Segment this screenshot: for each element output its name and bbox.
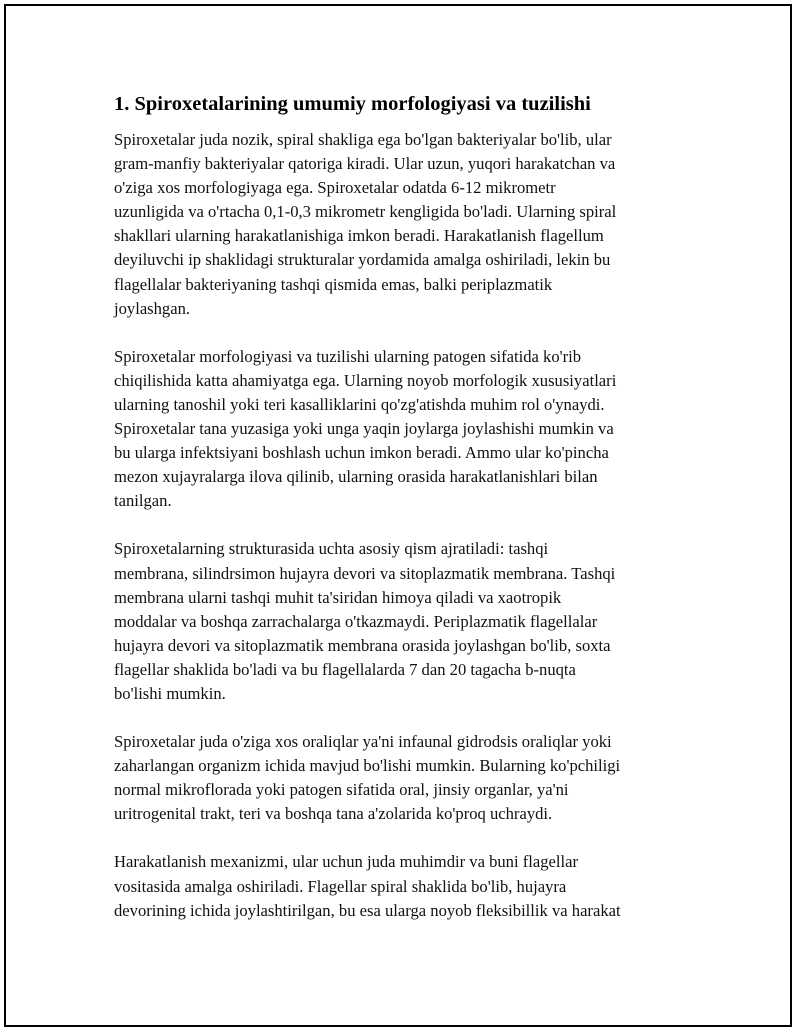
text-line: Spiroxetalar juda o'ziga xos oraliqlar ya'ni infaunal gidrodsis oraliqlar yoki bbox=[114, 732, 612, 752]
text-line: Spiroxetalarning strukturasida uchta asosiy qism ajratiladi: tashqi bbox=[114, 539, 549, 559]
text-line: Harakatlanish mexanizmi, ular uchun juda muhimdir va buni flagellar bbox=[114, 852, 579, 872]
text-line: ularning tanoshil yoki teri kasalliklarini qo'zg'atishda muhim rol o'ynaydi. bbox=[114, 394, 605, 414]
text-line: flagellalar bakteriyaning tashqi qismida emas, balki periplazmatik bbox=[114, 274, 553, 294]
text-line: mezon xujayralarga ilova qilinib, ularning orasida harakatlanishlari bilan bbox=[114, 467, 598, 487]
paragraph bbox=[114, 730, 714, 826]
text-line: normal mikroflorada yoki patogen sifatida oral, jinsiy organlar, ya'ni bbox=[114, 780, 569, 800]
paragraph bbox=[114, 850, 714, 922]
paragraph bbox=[114, 128, 714, 321]
text-line: deyiluvchi ip shaklidagi strukturalar yordamida amalga oshiriladi, lekin bu bbox=[114, 250, 611, 270]
text-line: bo'lishi mumkin. bbox=[114, 683, 226, 703]
text-line: shakllari ularning harakatlanishiga imkon beradi. Harakatlanish flagellum bbox=[114, 226, 604, 246]
text-line: hujayra devori va sitoplazmatik membrana orasida joylashgan bo'lib, soxta bbox=[114, 635, 611, 655]
text-line: tanilgan. bbox=[114, 491, 172, 511]
text-line: chiqilishida katta ahamiyatga ega. Ularning noyob morfologik xususiyatlari bbox=[114, 370, 617, 390]
text-line: uzunligida va o'rtacha 0,1-0,3 mikrometr kengligida bo'ladi. Ularning spiral bbox=[114, 202, 617, 222]
text-line: bu ularga infektsiyani boshlash uchun imkon beradi. Ammo ular ko'pincha bbox=[114, 443, 609, 463]
text-line: o'ziga xos morfologiyaga ega. Spiroxetalar odatda 6-12 mikrometr bbox=[114, 178, 556, 198]
text-line: moddalar va boshqa zarrachalarga o'tkazmaydi. Periplazmatik flagellalar bbox=[114, 611, 598, 631]
text-line: membrana, silindrsimon hujayra devori va sitoplazmatik membrana. Tashqi bbox=[114, 563, 616, 583]
text-line: zaharlangan organizm ichida mavjud bo'lishi mumkin. Bularning ko'pchiligi bbox=[114, 756, 621, 776]
section-heading: 1. Spiroxetalarining umumiy morfologiyasi va tuzilishi bbox=[114, 93, 591, 115]
text-line: uritrogenital trakt, teri va boshqa tana a'zolarida ko'proq uchraydi. bbox=[114, 804, 553, 824]
text-line: Spiroxetalar tana yuzasiga yoki unga yaqin joylarga joylashishi mumkin va bbox=[114, 419, 614, 439]
text-line: devorining ichida joylashtirilgan, bu esa ularga noyob fleksibillik va harakat bbox=[114, 900, 621, 920]
paragraph-container bbox=[114, 128, 714, 923]
paragraph bbox=[114, 345, 714, 514]
document-body bbox=[114, 90, 714, 947]
text-line: Spiroxetalar juda nozik, spiral shakliga ega bo'lgan bakteriyalar bo'lib, ular bbox=[114, 130, 612, 149]
text-line: flagellar shaklida bo'ladi va bu flagellalarda 7 dan 20 tagacha b-nuqta bbox=[114, 659, 576, 679]
text-line: vositasida amalga oshiriladi. Flagellar spiral shaklida bo'lib, hujayra bbox=[114, 876, 567, 896]
text-line: joylashgan. bbox=[114, 298, 191, 318]
paragraph bbox=[114, 537, 714, 706]
text-line: membrana ularni tashqi muhit ta'siridan himoya qiladi va xaotropik bbox=[114, 587, 562, 607]
text-line: gram-manfiy bakteriyalar qatoriga kiradi. Ular uzun, yuqori harakatchan va bbox=[114, 154, 616, 174]
text-line: Spiroxetalar morfologiyasi va tuzilishi ularning patogen sifatida ko'rib bbox=[114, 346, 582, 366]
